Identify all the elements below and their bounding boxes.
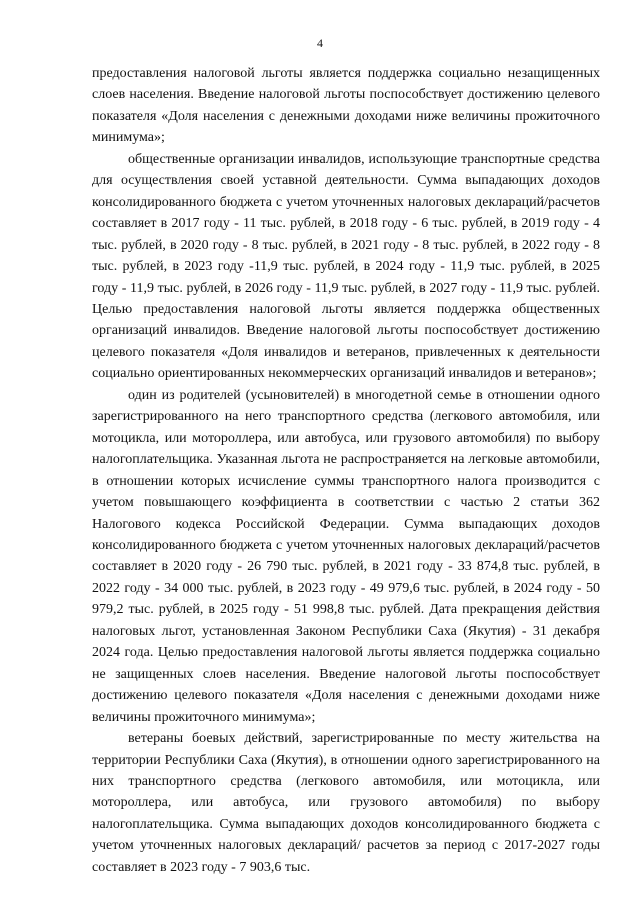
paragraph-continuation: предоставления налоговой льготы является поддержка социально незащищенных слоев населения. Введение налоговой льготы поспособствует достижению целевого показателя «Доля населения с денежными доходами ниже величины прожиточного минимума»; — [92, 66, 600, 146]
paragraph-combat-veterans: ветераны боевых действий, зарегистрированные по месту жительства на территории Республики Саха (Якутия), в отношении одного зарегистрированного на них транспортного средства (легкового автомобиля, или мотоцикла, или мотороллера, или автобуса, или грузового автомобиля) по выбору налогоплательщика. Сумма выпадающих доходов консолидированного бюджета с учетом уточненных налоговых деклараций/ расчетов за период с 2017-2027 годы составляет в 2023 году - 7 903,6 тыс. — [92, 731, 600, 875]
page-number: 4 — [317, 36, 323, 50]
paragraph-large-families: один из родителей (усыновителей) в многодетной семье в отношении одного зарегистрированного на него транспортного средства (легкового автомобиля, или мотоцикла, или мотороллера, или автобуса, или грузового автомобиля) по выбору налогоплательщика. Указанная льгота не распространяется на легковые автомобили, в отношении которых исчисление суммы транспортного налога производится с учетом повышающего коэффициента в соответствии с частью 2 статьи 362 Налогового кодекса Российской Федерации. Сумма выпадающих доходов консолидированного бюджета с учетом уточненных налоговых деклараций/расчетов составляет в 2020 году - 26 790 тыс. рублей, в 2021 году - 33 874,8 тыс. рублей, в 2022 году - 34 000 тыс. рублей, в 2023 году - 49 979,6 тыс. рублей, в 2024 году - 50 979,2 тыс. рублей, в 2025 году - 51 998,8 тыс. рублей. Дата прекращения действия налоговых льгот, установленная Законом Республики Саха (Якутия) - 31 декабря 2024 года. Целью предоставления налоговой льготы является поддержка социально не защищенных слоев населения. Введение налоговой льготы поспособствует достижению целевого показателя «Доля населения с денежными доходами ниже величины прожиточного минимума»; — [92, 387, 600, 725]
document-body — [92, 63, 600, 878]
paragraph-disability-organizations: общественные организации инвалидов, использующие транспортные средства для осуществления своей уставной деятельности. Сумма выпадающих доходов консолидированного бюджета с учетом уточненных налоговых деклараций/расчетов составляет в 2017 году - 11 тыс. рублей, в 2018 году - 6 тыс. рублей, в 2019 году - 4 тыс. рублей, в 2020 году - 8 тыс. рублей, в 2021 году - 8 тыс. рублей, в 2022 году - 8 тыс. рублей, в 2023 году -11,9 тыс. рублей, в 2024 году - 11,9 тыс. рублей, в 2025 году - 11,9 тыс. рублей, в 2026 году - 11,9 тыс. рублей, в 2027 году - 11,9 тыс. рублей. Целью предоставления налоговой льготы является поддержка общественных организаций инвалидов. Введение налоговой льготы поспособствует достижению целевого показателя «Доля инвалидов и ветеранов, привлеченных к деятельности социально ориентированных некоммерческих организаций инвалидов и ветеранов»; — [92, 151, 600, 382]
